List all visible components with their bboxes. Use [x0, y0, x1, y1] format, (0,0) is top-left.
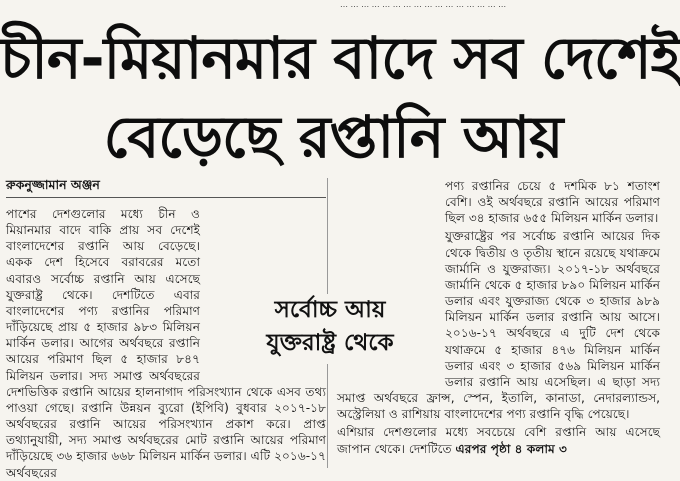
headline-line-2: বেড়েছে রপ্তানি আয়: [103, 103, 563, 171]
right-paragraph-1: পণ্য রপ্তানির চেয়ে ৫ দশমিক ৮১ শতাংশ বেশি। ওই অর্থবছরে রপ্তানি আয়ের পরিমাণ ছিল ৩৪ হাজার ৬৫৫ মিলিয়ন মার্কিন ডলার।: [445, 179, 660, 226]
right-paragraph-2: যুক্তরাষ্ট্রের পর সর্বোচ্চ রপ্তানি আয়ের দিক থেকে দ্বিতীয় ও তৃতীয় স্থানে রয়েছে যথাক্রমে জার্মানি ও যুক্তরাজ্য। ২০১৭-১৮ অর্থবছরে জার্মানি থেকে ৫ হাজার ৮৯০ মিলিয়ন মার্কিন ডলার এবং যুক্তরাজ্য থেকে ৩ হাজার ৯৮৯ মিলিয়ন মার্কিন ডলার রপ্তানি আয় আসে। ২০১৬-১৭ অর্থবছরে এ দুটি দেশ থেকে যথাক্রমে ৫ হাজার ৪৭৬ মিলিয়ন মার্কিন ডলার এবং ৩ হাজার ৫৬৯ মিলিয়ন মার্কিন ডলার রপ্তানি আয় এসেছিল। এ ছাড়া সদ্য সমাপ্ত অর্থবছরে ফ্রান্স, স্পেন, ইতালি, কানাডা, নেদারল্যান্ডস, অস্ট্রেলিয়া ও রাশিয়ায় বাংলাদেশের পণ্য রপ্তানি বৃদ্ধি পেয়েছে।: [337, 229, 660, 422]
pull-quote-line-1: সর্বোচ্চ আয়: [274, 297, 386, 323]
right-paragraph-3: [337, 424, 660, 456]
left-paragraph-1: পাশের দেশগুলোর মধ্যে চীন ও মিয়ানমার বাদে বাকি প্রায় সব দেশেই বাংলাদেশের রপ্তানি আয় বেড়েছে। একক দেশ হিসেবে বরাবরের মতো এবারও সর্বোচ্চ রপ্তানি আয় এসেছে যুক্তরাষ্ট্র থেকে। দেশটিতে এবার বাংলাদেশের পণ্য রপ্তানির পরিমাণ দাঁড়িয়েছে প্রায় ৫ হাজার ৯৮৩ মিলিয়ন মার্কিন ডলার। আগের অর্থবছরে রপ্তানি আয়ের পরিমাণ ছিল ৫ হাজার ৮৪৭ মিলিয়ন ডলার। সদ্য সমাপ্ত অর্থবছরের দেশভিত্তিক রপ্তানি আয়ের হালনাগাদ পরিসংখ্যান থেকে এসব তথ্য পাওয়া গেছে। রপ্তানি উন্নয়ন ব্যুরো (ইপিবি) বুধবার ২০১৭-১৮ অর্থবছরের রপ্তানি আয়ের পরিসংখ্যান প্রকাশ করে। প্রাপ্ত তথ্যানুযায়ী, সদ্য সমাপ্ত অর্থবছরের মোট রপ্তানি আয়ের পরিমাণ দাঁড়িয়েছে ৩৬ হাজার ৬৬৮ মিলিয়ন মার্কিন ডলার। এটি ২০১৬-১৭ অর্থবছরের: [6, 207, 326, 480]
continued-on-page-link[interactable]: এরপর পৃষ্ঠা ৪ কলাম ৩: [455, 441, 567, 456]
top-cut-text: … … … … … … … … … … … … … … … …: [340, 0, 507, 9]
pull-quote: [230, 294, 430, 364]
right-paragraph-3-text: এশিয়ার দেশগুলোর মধ্যে সবচেয়ে বেশি রপ্তানি আয় এসেছে জাপান থেকে। দেশটিতে: [337, 425, 660, 456]
byline-rule: [6, 197, 326, 198]
pull-quote-line-2: যুক্তরাষ্ট্র থেকে: [266, 330, 394, 356]
byline: রুকনুজ্জামান অঞ্জন: [6, 177, 100, 192]
headline-line-1: চীন-মিয়ানমার বাদে সব দেশেই: [0, 24, 680, 92]
